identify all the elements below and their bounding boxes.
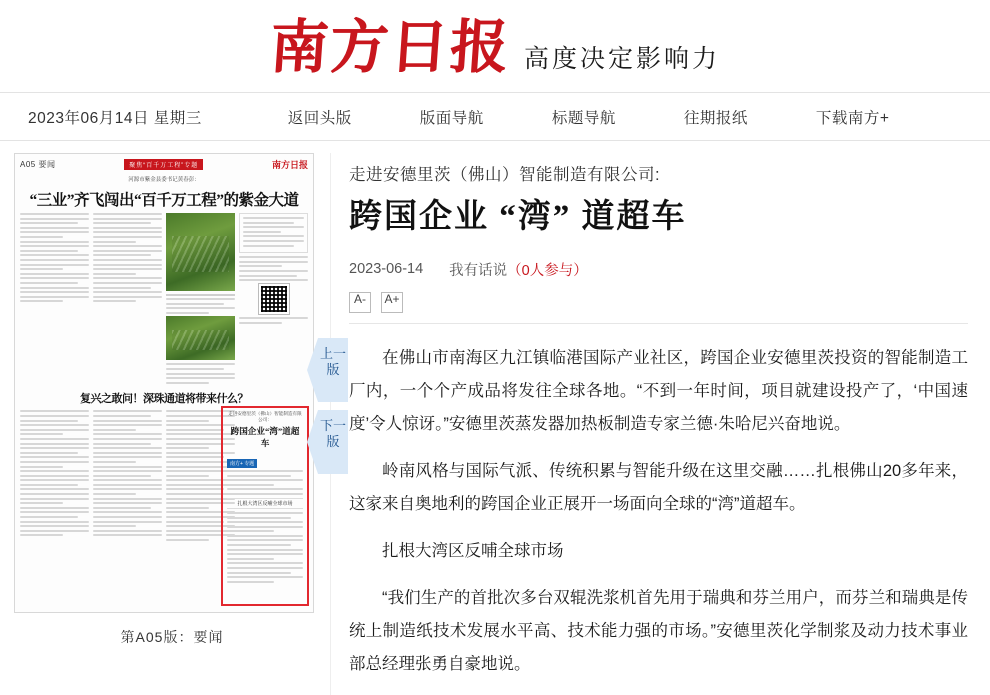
paper-column xyxy=(93,410,162,543)
page-content xyxy=(0,141,990,695)
article-pane xyxy=(330,153,990,695)
masthead xyxy=(0,0,990,92)
paper-mid-headline: 复兴之敢问！深珠通道将带来什么？ xyxy=(80,393,248,406)
paper-page-caption: 第A05版：要闻 xyxy=(120,629,224,645)
page-flip-tabs xyxy=(318,338,348,482)
nav-items xyxy=(254,106,962,128)
paper-columns-top xyxy=(15,213,313,386)
selected-article-highlight[interactable] xyxy=(221,406,309,606)
top-navbar xyxy=(0,92,990,141)
article-title: 跨国企业 “湾” 道超车 xyxy=(349,199,687,235)
font-decrease-button[interactable]: A- xyxy=(349,292,371,313)
previous-page-tab[interactable]: 上一版 xyxy=(318,338,348,402)
paper-sidebar-column xyxy=(239,213,308,386)
site-logo[interactable]: 南方日报 xyxy=(267,15,513,80)
article-date: 2023-06-14 xyxy=(349,261,424,278)
paper-column xyxy=(20,213,89,386)
paper-photo-column xyxy=(166,213,235,386)
paper-page-thumbnail[interactable] xyxy=(14,153,314,613)
comment-count: （0人参与） xyxy=(507,262,588,279)
selected-article-badge: 南方+ 专题 xyxy=(227,459,257,468)
paper-topbar xyxy=(15,154,313,173)
nav-item-past-issues[interactable]: 往期报纸 xyxy=(683,109,748,127)
nav-item-page-navigation[interactable]: 版面导航 xyxy=(419,109,484,127)
article-paragraph: 在佛山市南海区九江镇临港国际产业社区，跨国企业安德里茨投资的智能制造工厂内，一个个产成品将发往全球各地。“不到一年时间，项目就建设投产了，‘中国速度’令人惊讶。”安德里茨蒸发器加热板制造专家兰德·朱哈尼兴奋地说。 xyxy=(349,348,968,433)
article-subheading: 扎根大湾区反哺全球市场 xyxy=(382,541,564,560)
nav-item-headline-navigation[interactable]: 标题导航 xyxy=(551,109,616,127)
paper-column xyxy=(20,410,89,543)
comment-label: 我有话说 xyxy=(449,262,508,279)
selected-article-title: 跨国企业“湾”道超车 xyxy=(230,425,300,448)
article-divider xyxy=(349,323,968,324)
paper-section-label: A05 要闻 xyxy=(20,160,56,169)
qr-code xyxy=(259,284,289,314)
comment-link[interactable] xyxy=(449,259,588,280)
article-paragraph: 岭南风格与国际气派、传统积累与智能升级在这里交融……扎根佛山20多年来，这家来自奥地利的跨国企业正展开一场面向全球的“湾”道超车。 xyxy=(349,461,968,513)
paper-headline: “三业”齐飞闯出“百千万工程”的紫金大道 xyxy=(29,192,299,209)
paper-red-banner: 聚焦“百千万工程”专题 xyxy=(124,159,203,170)
paper-column xyxy=(93,213,162,386)
selected-article-inner xyxy=(223,408,307,604)
paper-subhead xyxy=(15,184,313,190)
nav-item-download-app[interactable]: 下载南方+ xyxy=(815,109,890,127)
issue-date: 2023年06月14日 星期三 xyxy=(28,109,202,127)
article-kicker: 走进安德里茨（佛山）智能制造有限公司: xyxy=(349,166,661,184)
site-slogan: 高度决定影响力 xyxy=(524,46,721,73)
paper-kicker: 河源市紫金县委书记黄春彭： xyxy=(128,177,200,183)
nav-item-back-to-front-page[interactable]: 返回头版 xyxy=(287,109,352,127)
selected-article-subline: 扎根大湾区反哺全球市场 xyxy=(227,498,303,509)
font-size-controls xyxy=(349,292,968,313)
article-paragraph: “我们生产的首批次多台双辊洗浆机首先用于瑞典和芬兰用户，而芬兰和瑞典是传统上制造纸技术发展水平高、技术能力强的市场。”安德里茨化学制浆及动力技术事业部总经理张勇自豪地说。 xyxy=(349,588,968,673)
paper-preview-pane xyxy=(0,153,346,695)
next-page-tab[interactable]: 下一版 xyxy=(318,410,348,474)
article-meta xyxy=(349,259,968,280)
selected-article-kicker: 走进安德里茨（佛山）智能制造有限公司： xyxy=(228,411,302,422)
paper-brand: 南方日报 xyxy=(271,160,308,170)
font-increase-button[interactable]: A+ xyxy=(381,292,403,313)
paper-sidebox xyxy=(239,213,308,253)
